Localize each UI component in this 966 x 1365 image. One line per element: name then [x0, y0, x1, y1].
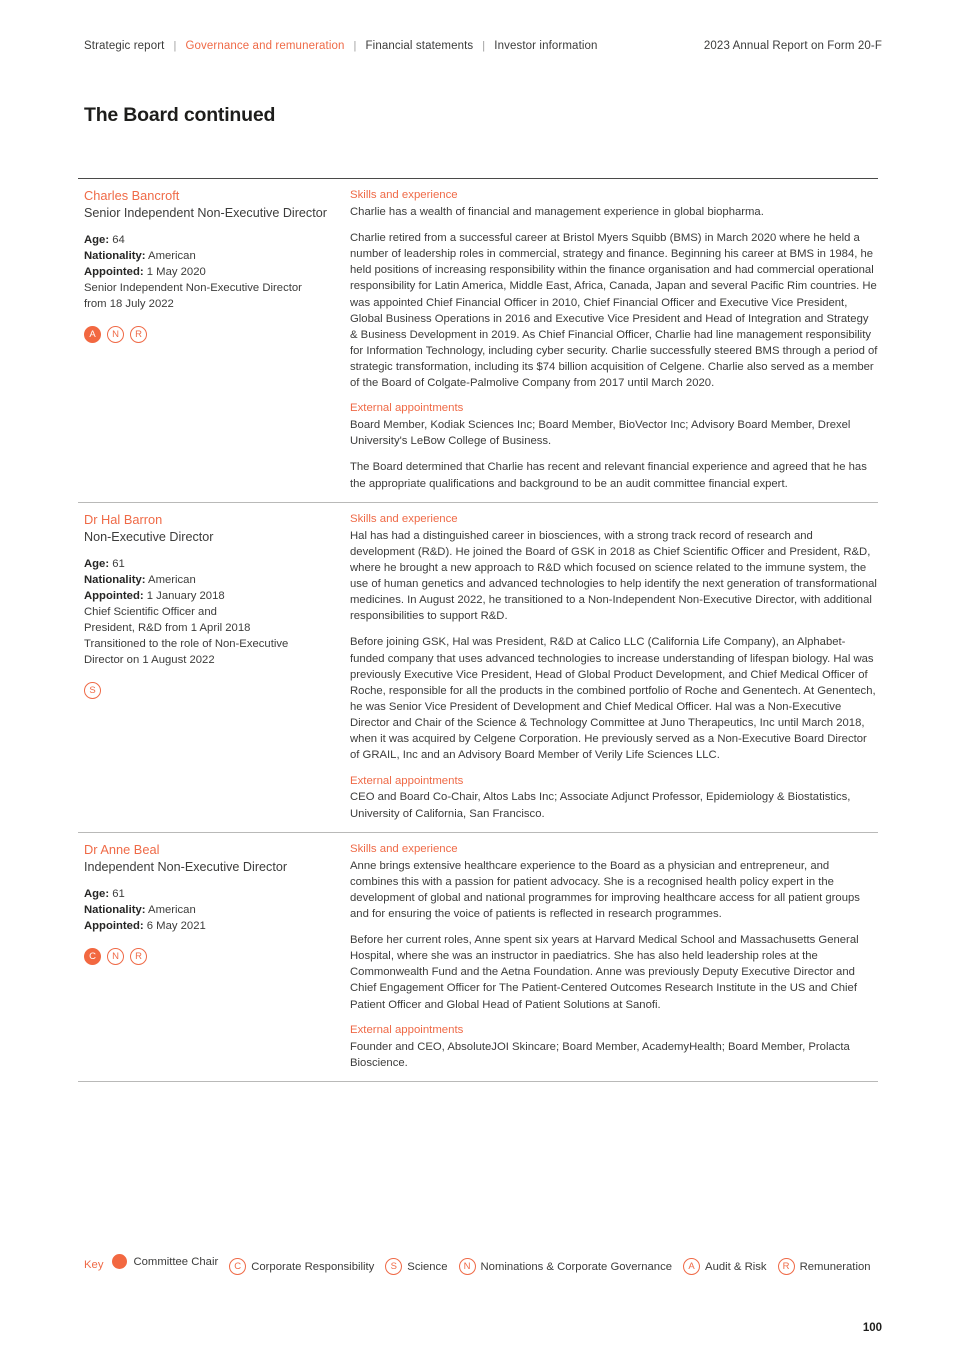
board-member-details [84, 886, 342, 934]
key-item-remuneration [778, 1258, 871, 1275]
key-item-label: Nominations & Corporate Governance [480, 1260, 673, 1273]
nav-separator: | [173, 40, 177, 52]
page-title: The Board continued [84, 104, 276, 126]
board-member-age-label: Age: [84, 557, 110, 570]
external-appointments-paragraph: CEO and Board Co-Chair, Altos Labs Inc; Associate Adjunct Professor, Epidemiology & Biostatistics, University of California, San Francisco. [350, 791, 851, 820]
skills-paragraph: Charlie has a wealth of financial and management experience in global biopharma. [350, 205, 764, 218]
committee-badge-letter: R [135, 950, 142, 962]
key-item-label: Audit & Risk [705, 1260, 767, 1273]
committee-badge-letter: N [463, 1261, 471, 1272]
committee-badge-letter: N [112, 950, 119, 962]
board-member-biography [350, 188, 878, 492]
committee-badge-nominations-corporate-governance [107, 948, 124, 965]
board-member-nationality-label: Nationality: [84, 573, 146, 586]
board-member-nationality-value: American [148, 573, 196, 586]
committee-badge-letter: C [89, 950, 96, 962]
skills-and-experience-heading: Skills and experience [350, 512, 458, 525]
external-appointments-paragraph: Board Member, Kodiak Sciences Inc; Board Member, BioVector Inc; Advisory Board Member, Drexel University's LeBow College of Business. [350, 419, 851, 448]
committee-key-legend [84, 1254, 884, 1275]
nav-item-governance-and-remuneration[interactable]: Governance and remuneration [185, 40, 345, 52]
board-member-extra-line: Senior Independent Non-Executive Director [84, 282, 302, 295]
key-item-label: Remuneration [799, 1260, 871, 1273]
committee-badges [84, 948, 342, 965]
board-member-appointed [84, 264, 342, 280]
skills-paragraph: Charlie retired from a successful career at Bristol Myers Squibb (BMS) in March 2020 where he held a number of leadership roles in commercial, strategy and finance. Beginning his career at BMS in 1984, he held positions of increasing responsibility within the finance organisation and had commercial operational responsibility for Latin America, Middle East, Africa, Canada, Japan and several Pacific Rim countries. He was appointed Chief Financial Officer in 2010, Chief Financial Officer and Executive Vice President, Global Business Operations in 2016 and Executive Vice President and Head of Integration and Strategy & Business Development in 2019. As Chief Financial Officer, Charlie had line management responsibility for Information Technology, including cyber security. Charlie successfully steered BMS through a period of strategic transformation, including its $74 billion acquisition of Celgene. Charlie also served as a member of the Board of Colgate-Palmolive Company from 2017 until March 2020. [350, 231, 878, 390]
committee-badge-science [385, 1258, 402, 1275]
committee-badge-remuneration [130, 948, 147, 965]
committee-badge-letter: S [89, 684, 96, 696]
committee-badge-letter: C [234, 1261, 242, 1272]
key-item-label: Committee Chair [133, 1255, 219, 1268]
board-member-nationality [84, 902, 342, 918]
key-item-label: Corporate Responsibility [251, 1260, 375, 1273]
board-member-age-value: 61 [112, 887, 125, 900]
closing-paragraph: The Board determined that Charlie has recent and relevant financial experience and agreed that he has the appropriate qualifications and background to be an audit committee financial expert. [350, 461, 867, 490]
board-member-role: Independent Non-Executive Director [84, 859, 288, 874]
board-members-table [78, 178, 878, 1082]
committee-badge-letter: A [89, 329, 96, 340]
external-appointments-heading: External appointments [350, 402, 464, 415]
external-appointments-heading: External appointments [350, 774, 464, 787]
nav-item-financial-statements[interactable]: Financial statements [365, 40, 474, 52]
board-member-profile [78, 842, 350, 965]
board-member-profile [78, 512, 350, 699]
committee-badge-letter: R [135, 329, 142, 340]
top-navigation [84, 40, 882, 52]
committee-badge-nominations-corporate-governance [107, 326, 124, 343]
committee-chair-dot-icon [112, 1254, 127, 1269]
key-label: Key [84, 1258, 104, 1271]
external-appointments-heading: External appointments [350, 1023, 464, 1036]
board-member-age-value: 61 [112, 557, 125, 570]
board-member-appointed-label: Appointed: [84, 919, 144, 932]
key-item-corporate-responsibility [229, 1258, 374, 1275]
committee-badge-letter: N [112, 329, 119, 340]
committee-badge-remuneration [130, 326, 147, 343]
board-member-name: Dr Anne Beal [84, 841, 160, 857]
nav-separator: | [353, 40, 357, 52]
board-member-biography [350, 842, 878, 1071]
board-member-extra-line: President, R&D from 1 April 2018 [84, 621, 251, 634]
board-member-nationality-label: Nationality: [84, 903, 146, 916]
skills-and-experience-heading: Skills and experience [350, 189, 458, 201]
board-member-age-label: Age: [84, 234, 110, 247]
board-member-nationality-value: American [148, 250, 196, 263]
row-divider [78, 1081, 878, 1082]
board-member-age-label: Age: [84, 887, 110, 900]
board-member-nationality-value: American [148, 903, 196, 916]
committee-badge-letter: S [390, 1261, 397, 1272]
committee-badge-letter: R [782, 1261, 790, 1272]
board-member-biography [350, 512, 878, 822]
nav-item-strategic-report[interactable]: Strategic report [84, 40, 165, 52]
committee-badge-nominations-corporate-governance [459, 1258, 476, 1275]
board-member-appointed [84, 918, 342, 934]
board-member-profile [78, 188, 350, 343]
committee-badges [84, 682, 342, 699]
key-item-science [385, 1258, 447, 1275]
board-member-age [84, 556, 342, 572]
board-member-details [84, 556, 342, 668]
key-item-audit-risk [683, 1258, 767, 1275]
committee-badge-remuneration [778, 1258, 795, 1275]
board-member-name: Charles Bancroft [84, 188, 180, 203]
board-member-appointed [84, 588, 342, 604]
board-member-nationality [84, 572, 342, 588]
board-member-appointed-label: Appointed: [84, 589, 144, 602]
nav-items [84, 40, 598, 52]
board-member-age [84, 886, 342, 902]
key-item-nominations-corporate-governance [459, 1258, 673, 1275]
board-member-row [78, 833, 878, 1081]
skills-paragraph: Before joining GSK, Hal was President, R&D at Calico LLC (California Life Company), an Alphabet-funded company that uses advanced technologies to increase understanding of lifespan biology. Hal was previously Executive Vice President, Head of Global Product Development, and Chief Medical Officer of Roche, responsible for all the products in the combined portfolio of Roche and Genentech. At Genentech, he was Senior Vice President of Development and Chief Medical Officer. Hal was a Non-Executive Director and Chair of the Science & Technology Committee at Juno Therapeutics, Inc until March 2018, when it was acquired by Celgene Corporation. He previously served as a Non-Executive Board Director of GRAIL, Inc and an Advisory Board Member of Verily Life Sciences LLC. [350, 636, 876, 762]
committee-badge-audit-risk [84, 326, 101, 343]
board-member-details [84, 232, 342, 312]
board-member-row [78, 179, 878, 502]
committee-badges [84, 326, 342, 343]
board-member-extra-line: Chief Scientific Officer and [84, 605, 217, 618]
committee-badge-audit-risk [683, 1258, 700, 1275]
nav-item-investor-information[interactable]: Investor information [494, 40, 598, 52]
key-item-label: Science [407, 1260, 448, 1273]
skills-and-experience-heading: Skills and experience [350, 842, 458, 855]
board-member-appointed-value: 6 May 2021 [146, 919, 206, 932]
board-member-appointed-value: 1 January 2018 [146, 589, 225, 602]
board-member-extra-line: Director on 1 August 2022 [84, 654, 215, 667]
key-items [112, 1254, 881, 1275]
board-member-appointed-value: 1 May 2020 [146, 266, 206, 279]
board-member-nationality [84, 248, 342, 264]
committee-badge-letter: A [688, 1261, 695, 1272]
board-member-extra-line: from 18 July 2022 [84, 298, 174, 311]
committee-badge-corporate-responsibility [229, 1258, 246, 1275]
board-member-row [78, 503, 878, 832]
page-number: 100 [862, 1322, 882, 1334]
nav-separator: | [482, 40, 486, 52]
skills-paragraph: Before her current roles, Anne spent six years at Harvard Medical School and Massachusetts General Hospital, where she was an instructor in paediatrics. She has also held leadership roles at the Commonwealth Fund and the Aetna Foundation. Anne was previously Deputy Executive Director and Chief Engagement Officer for The Patient-Centered Outcomes Research Institute in the US and Chief Patient Officer and Global Head of Patient Solutions at Sanofi. [350, 934, 859, 1011]
board-member-name: Dr Hal Barron [84, 511, 163, 527]
board-member-rows [78, 179, 878, 1082]
board-member-role: Senior Independent Non-Executive Director [84, 205, 327, 220]
skills-paragraph: Anne brings extensive healthcare experience to the Board as a physician and entrepreneur, and combines this with a passion for patient advocacy. She is a recognised health policy expert in the development of global and national programmes for improving healthcare access for all patient groups and for ensuring the voice of patients is reflected in research programmes. [350, 859, 860, 920]
report-title: 2023 Annual Report on Form 20-F [703, 40, 882, 52]
external-appointments-paragraph: Founder and CEO, AbsoluteJOI Skincare; Board Member, AcademyHealth; Board Member, Prolacta Bioscience. [350, 1040, 850, 1069]
board-member-nationality-label: Nationality: [84, 250, 146, 263]
skills-paragraph: Hal has had a distinguished career in biosciences, with a strong track record of research and development (R&D). He joined the Board of GSK in 2018 as Chief Scientific Officer and President, R&D, where he brought a new approach to R&D which focused on science related to the immune system, the use of human genetics and advanced technologies to help identify the next generation of transformational medicines. In August 2022, he transitioned to a Non-Independent Non-Executive Director, with additional responsibilities to support R&D. [350, 529, 877, 623]
board-member-age-value: 64 [112, 234, 125, 247]
key-item-committee-chair [112, 1254, 218, 1269]
committee-badge-science [84, 682, 101, 699]
board-member-age [84, 232, 342, 248]
board-member-role: Non-Executive Director [84, 529, 214, 544]
board-member-appointed-label: Appointed: [84, 266, 144, 279]
board-member-extra-line: Transitioned to the role of Non-Executive [84, 638, 289, 651]
committee-badge-corporate-responsibility [84, 948, 101, 965]
